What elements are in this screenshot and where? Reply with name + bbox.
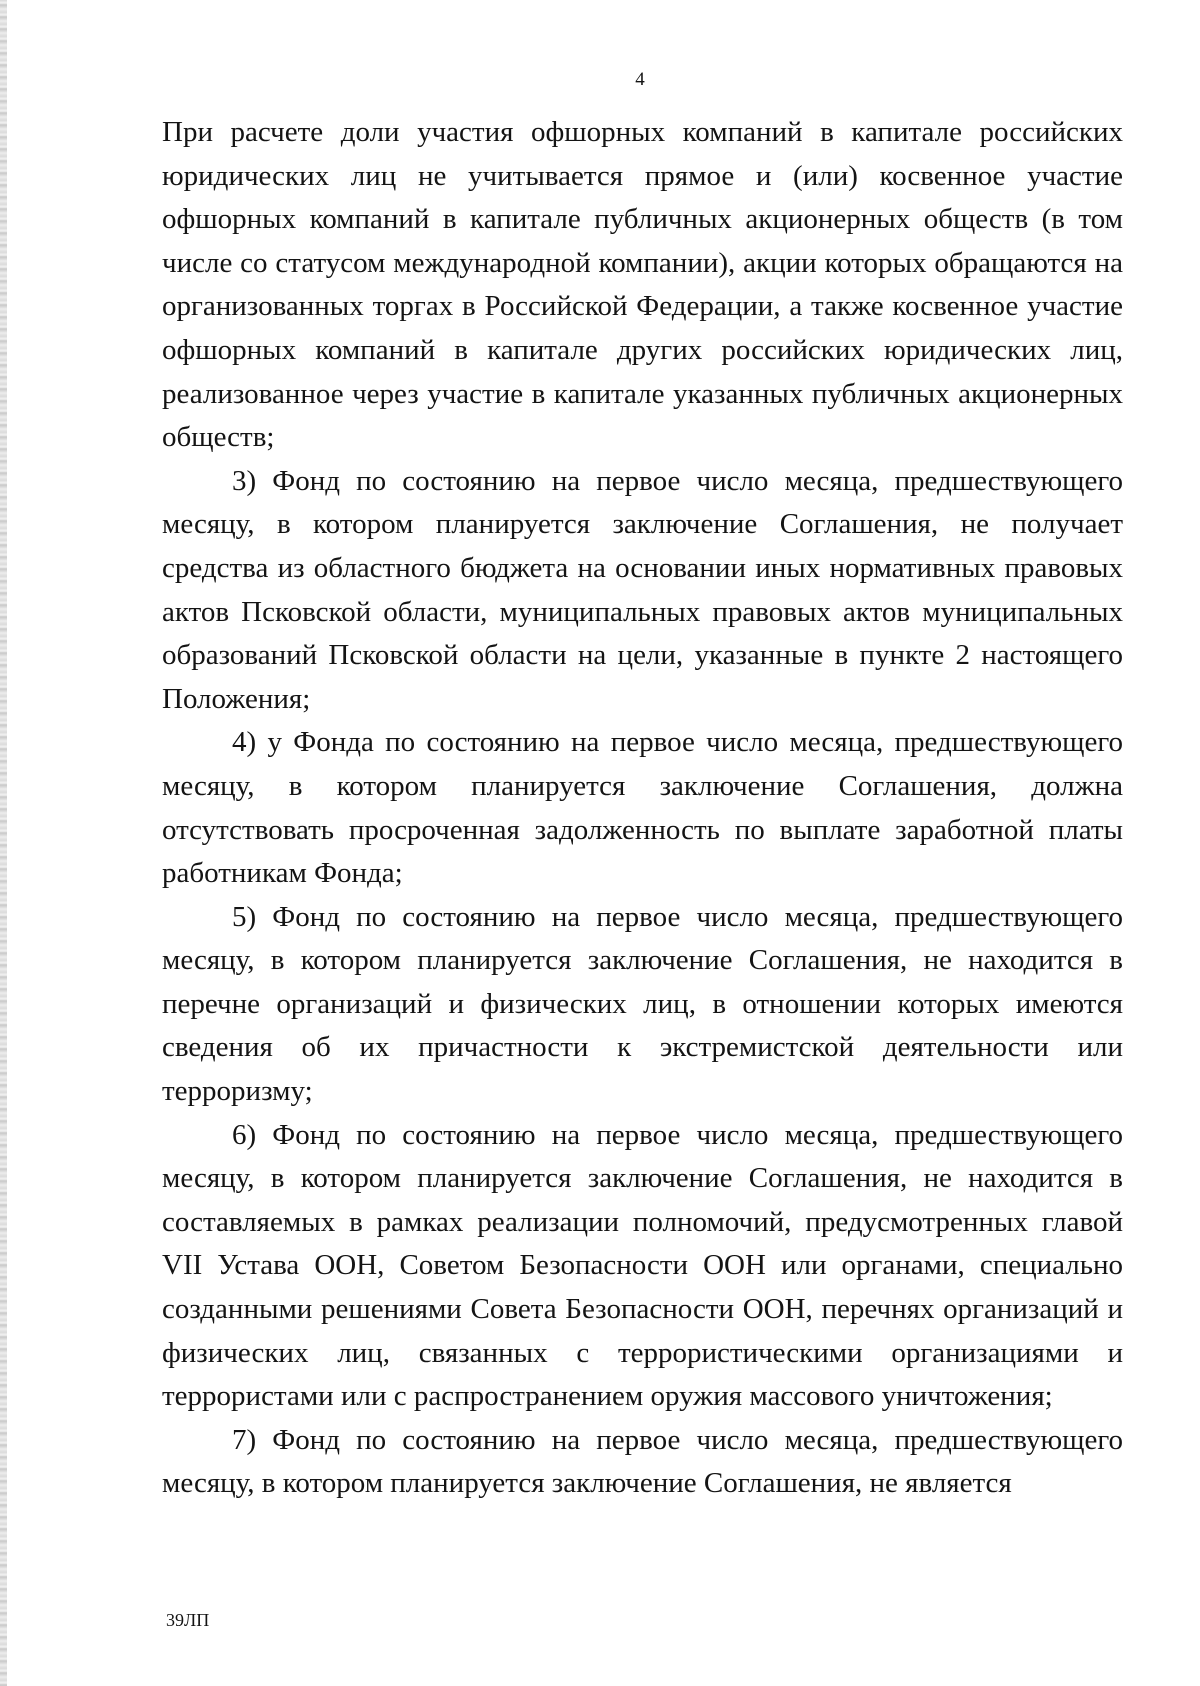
document-body [162,111,1123,1506]
list-item-3: 3) Фонд по состоянию на первое число месяца, предшествующего месяцу, в котором планируется заключение Соглашения, не получает средства из областного бюджета на основании иных нормативных правовых актов Псковской области, муниципальных правовых актов муниципальных образований Псковской области на цели, указанные в пункте 2 настоящего Положения; [162,464,1123,715]
list-item-5: 5) Фонд по состоянию на первое число месяца, предшествующего месяцу, в котором планируется заключение Соглашения, не находится в перечне организаций и физических лиц, в отношении которых имеются сведения об их причастности к экстремистской деятельности или терроризму; [162,900,1123,1108]
paragraph-offshore-participation: При расчете доли участия офшорных компаний в капитале российских юридических лиц не учитывается прямое и (или) косвенное участие офшорных компаний в капитале публичных акционерных обществ (в том числе со статусом международной компании), акции которых обращаются на организованных торгах в Российской Федерации, а также косвенное участие офшорных компаний в капитале других российских юридических лиц, реализованное через участие в капитале указанных публичных акционерных обществ; [162,116,1123,454]
scan-edge [0,0,7,1686]
list-item-7: 7) Фонд по состоянию на первое число месяца, предшествующего месяцу, в котором планируется заключение Соглашения, не является [162,1423,1123,1500]
list-item-4: 4) у Фонда по состоянию на первое число месяца, предшествующего месяцу, в котором планируется заключение Соглашения, должна отсутствовать просроченная задолженность по выплате заработной платы работникам Фонда; [162,726,1123,890]
page-number: 4 [635,69,645,90]
document-footer-code: 39ЛП [166,1610,210,1630]
list-item-6: 6) Фонд по состоянию на первое число месяца, предшествующего месяцу, в котором планируется заключение Соглашения, не находится в составляемых в рамках реализации полномочий, предусмотренных главой VII Устава ООН, Советом Безопасности ООН или органами, специально созданными решениями Совета Безопасности ООН, перечнях организаций и физических лиц, связанных с террористическими организациями и террористами или с распространением оружия массового уничтожения; [162,1118,1123,1413]
